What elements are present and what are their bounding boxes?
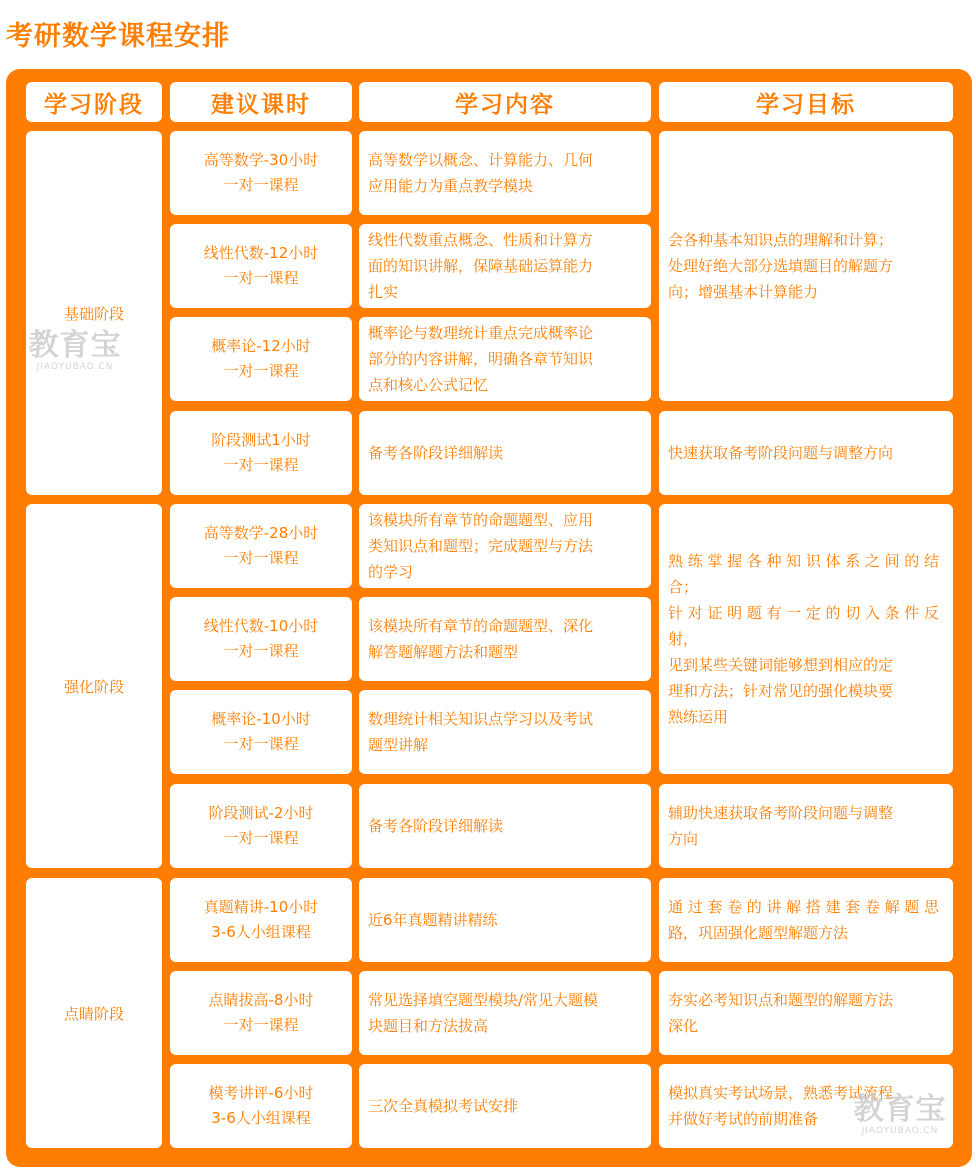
content-line: 的学习 <box>368 563 414 581</box>
page-title: 考研数学课程安排 <box>6 21 230 52</box>
content-line: 该模块所有章节的命题题型、应用 <box>368 511 594 529</box>
hours-cell <box>170 1064 352 1148</box>
content-line: 扎实 <box>368 283 399 301</box>
goal-line: 向；增强基本计算能力 <box>668 283 819 301</box>
watermark-url: JIAOYUBAO.CN <box>861 1126 939 1136</box>
goal-line: 射， <box>668 630 699 648</box>
content-line: 类知识点和题型；完成题型与方法 <box>368 537 594 555</box>
content-line: 备考各阶段详细解读 <box>368 817 504 835</box>
content-line: 备考各阶段详细解读 <box>368 444 504 462</box>
content-line: 点和核心公式记忆 <box>368 376 489 394</box>
course-type: 一对一课程 <box>223 829 299 847</box>
goal-line: 模拟真实考试场景，熟悉考试流程 <box>668 1084 894 1102</box>
goal-line: 熟练运用 <box>668 708 729 726</box>
goal-line: 并做好考试的前期准备 <box>668 1110 819 1128</box>
goal-cell <box>659 504 953 774</box>
course-type: 3-6人小组课程 <box>211 923 311 941</box>
content-line: 块题目和方法拔高 <box>368 1017 489 1035</box>
course-type: 一对一课程 <box>223 735 299 753</box>
hours-text: 高等数学-30小时 <box>203 151 319 169</box>
goal-line: 通过套卷的讲解搭建套卷解题思 <box>668 898 939 916</box>
hours-cell <box>170 317 352 401</box>
goal-cell <box>659 411 953 495</box>
content-cell <box>359 1064 651 1148</box>
hours-text: 线性代数-10小时 <box>203 617 319 635</box>
goal-line: 会各种基本知识点的理解和计算； <box>668 231 894 249</box>
hours-text: 概率论-12小时 <box>211 337 311 355</box>
content-cell <box>359 597 651 681</box>
stage-intensive: 强化阶段 <box>26 504 162 868</box>
goal-line: 熟练掌握各种知识体系之间的结 <box>668 552 939 570</box>
content-line: 常见选择填空题型模块/常见大题模 <box>368 991 599 1009</box>
content-cell <box>359 224 651 308</box>
goal-line: 合； <box>668 578 699 596</box>
goal-cell <box>659 878 953 962</box>
goal-line: 路，巩固强化题型解题方法 <box>668 924 849 942</box>
content-cell <box>359 504 651 588</box>
course-type: 一对一课程 <box>223 549 299 567</box>
hours-cell <box>170 224 352 308</box>
hours-cell <box>170 878 352 962</box>
hours-text: 概率论-10小时 <box>211 710 311 728</box>
content-line: 解答题解题方法和题型 <box>368 643 519 661</box>
hours-text: 线性代数-12小时 <box>203 244 319 262</box>
content-line: 面的知识讲解，保障基础运算能力 <box>368 257 594 275</box>
header-stage: 学习阶段 <box>26 82 162 122</box>
stage-basic: 基础阶段 <box>26 131 162 495</box>
goal-line: 针对证明题有一定的切入条件反 <box>668 604 939 622</box>
content-line: 应用能力为重点教学模块 <box>368 177 534 195</box>
hours-cell <box>170 971 352 1055</box>
hours-text: 点睛拔高-8小时 <box>208 991 314 1009</box>
goal-cell <box>659 971 953 1055</box>
header-content: 学习内容 <box>359 82 651 122</box>
hours-cell <box>170 597 352 681</box>
content-line: 三次全真模拟考试安排 <box>368 1097 519 1115</box>
watermark-text: 教育宝 <box>28 328 122 363</box>
content-cell <box>359 690 651 774</box>
hours-text: 真题精讲-10小时 <box>203 898 319 916</box>
course-type: 3-6人小组课程 <box>211 1109 311 1127</box>
goal-line: 见到某些关键词能够想到相应的定 <box>668 656 894 674</box>
goal-line: 方向 <box>668 830 699 848</box>
header-goal: 学习目标 <box>659 82 953 122</box>
hours-cell <box>170 690 352 774</box>
content-cell <box>359 317 651 401</box>
hours-cell <box>170 504 352 588</box>
goal-line: 处理好绝大部分选填题目的解题方 <box>668 257 894 275</box>
course-type: 一对一课程 <box>223 1016 299 1034</box>
content-line: 题型讲解 <box>368 736 429 754</box>
hours-text: 模考讲评-6小时 <box>208 1084 314 1102</box>
content-cell <box>359 878 651 962</box>
course-type: 一对一课程 <box>223 176 299 194</box>
hours-cell <box>170 411 352 495</box>
watermark-text: 教育宝 <box>853 1092 947 1127</box>
course-type: 一对一课程 <box>223 456 299 474</box>
hours-text: 阶段测试1小时 <box>211 431 311 449</box>
hours-text: 阶段测试-2小时 <box>208 804 314 822</box>
content-line: 数理统计相关知识点学习以及考试 <box>368 710 594 728</box>
content-line: 线性代数重点概念、性质和计算方 <box>368 231 594 249</box>
watermark-url: JIAOYUBAO.CN <box>36 362 114 372</box>
course-table <box>6 69 972 1167</box>
goal-line: 夯实必考知识点和题型的解题方法 <box>668 991 894 1009</box>
header-hours: 建议课时 <box>170 82 352 122</box>
content-cell <box>359 971 651 1055</box>
course-type: 一对一课程 <box>223 269 299 287</box>
goal-cell <box>659 131 953 401</box>
content-cell <box>359 784 651 868</box>
hours-cell <box>170 784 352 868</box>
hours-cell <box>170 131 352 215</box>
content-line: 该模块所有章节的命题题型、深化 <box>368 617 594 635</box>
goal-line: 深化 <box>668 1017 699 1035</box>
content-cell <box>359 411 651 495</box>
goal-cell <box>659 1064 953 1148</box>
goal-line: 辅助快速获取备考阶段问题与调整 <box>668 804 894 822</box>
content-line: 部分的内容讲解，明确各章节知识 <box>368 350 594 368</box>
goal-cell <box>659 784 953 868</box>
course-type: 一对一课程 <box>223 642 299 660</box>
hours-text: 高等数学-28小时 <box>203 524 319 542</box>
content-cell <box>359 131 651 215</box>
course-type: 一对一课程 <box>223 362 299 380</box>
goal-line: 快速获取备考阶段问题与调整方向 <box>668 444 894 462</box>
content-line: 概率论与数理统计重点完成概率论 <box>368 324 594 342</box>
stage-final: 点睛阶段 <box>26 878 162 1148</box>
goal-line: 理和方法；针对常见的强化模块要 <box>668 682 894 700</box>
content-line: 高等数学以概念、计算能力、几何 <box>368 151 594 169</box>
content-line: 近6年真题精讲精练 <box>368 911 498 929</box>
